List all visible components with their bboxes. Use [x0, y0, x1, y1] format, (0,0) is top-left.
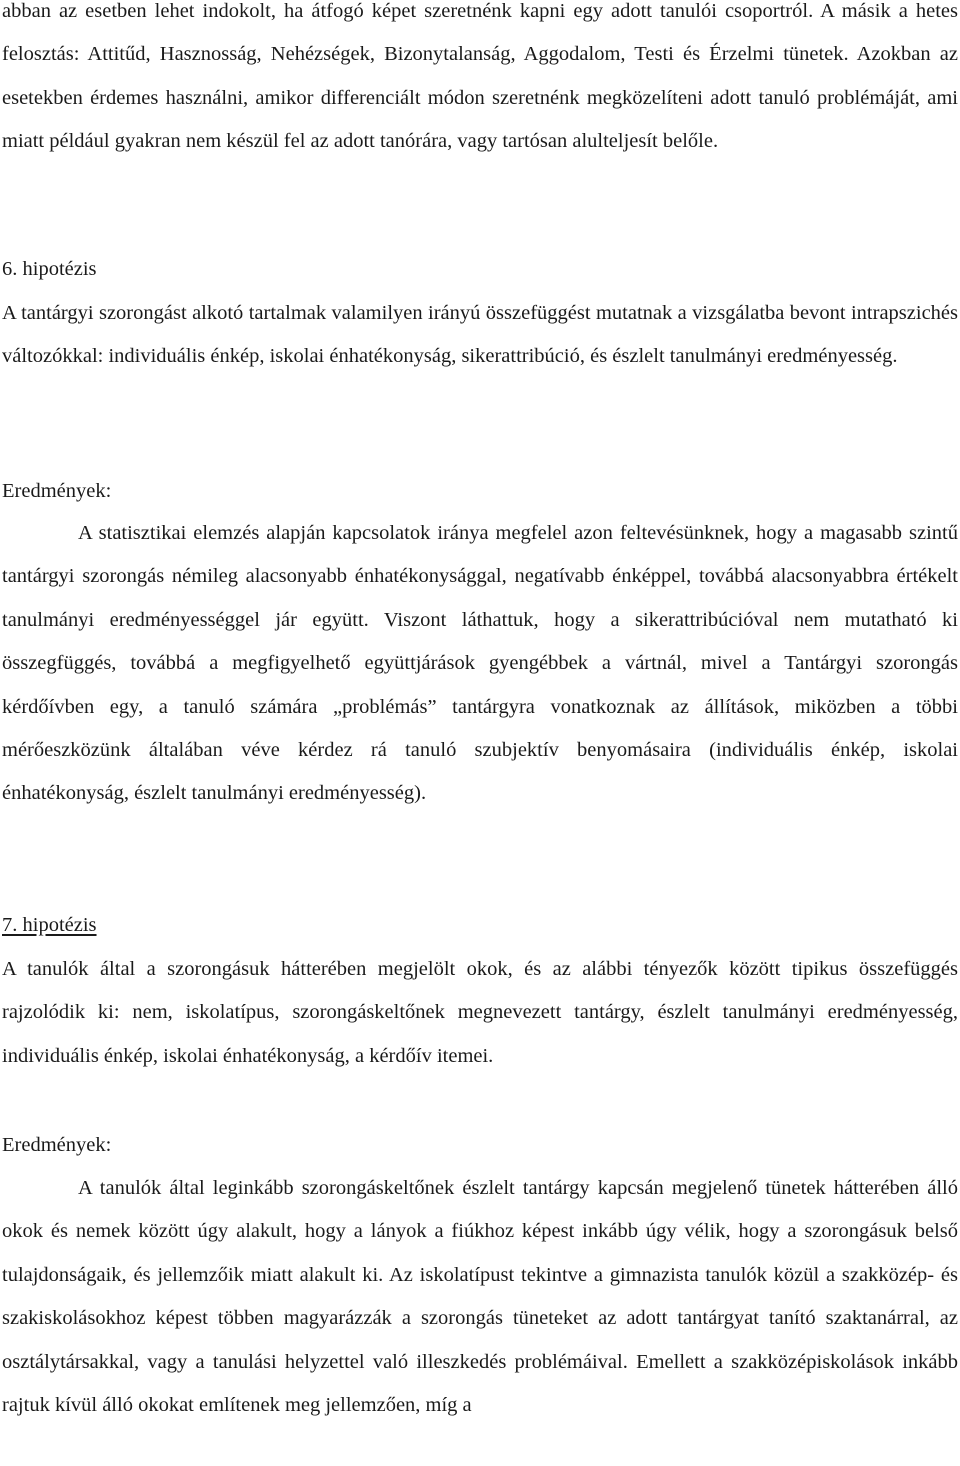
hypothesis-6-heading: 6. hipotézis: [2, 258, 97, 280]
hypothesis-7-results-text: A tanulók által leginkább szorongáskeltőnek észlelt tantárgy kapcsán megjelenő tünetek hátterében álló okok és nemek között úgy alakult, hogy a lányok a fiúkhoz képest inkább úgy vélik, hogy a szorongásuk belső tulajdonságaik, és jellemzőik miatt alakult ki. Az iskolatípust tekintve a gimnazista tanulók közül a szakközép- és szakiskolásokhoz képest többen magyarázzák a szorongás tüneteket az adott tantárgyat tanító szaktanárral, az osztálytársakkal, vagy a tanulási helyzettel való illeszkedés problémáival. Emellett a szakközépiskolások inkább rajtuk kívül álló okokat említenek meg jellemzően, míg a: [2, 1177, 958, 1417]
hypothesis-7-results-label: Eredmények:: [2, 1134, 112, 1156]
hypothesis-6-results-label: Eredmények:: [2, 480, 112, 502]
hypothesis-6-results-text: A statisztikai elemzés alapján kapcsolatok iránya megfelel azon feltevésünknek, hogy a magasabb szintű tantárgyi szorongás némileg alacsonyabb énhatékonysággal, negatívabb énképpel, továbbá alacsonyabbra értékelt tanulmányi eredményességgel jár együtt. Viszont láthattuk, hogy a sikerattribúcióval nem mutatható ki összegfüggés, továbbá a megfigyelhető együttjárások gyengébbek a vártnál, mivel a Tantárgyi szorongás kérdőívben egy, a tanuló számára „problémás” tantárgyra vonatkoznak az állítások, miközben a többi mérőeszközünk általában véve kérdez rá tanuló szubjektív benyomásaira (individuális énkép, iskolai énhatékonyság, észlelt tanulmányi eredményesség).: [2, 522, 958, 805]
hypothesis-6-text: A tantárgyi szorongást alkotó tartalmak valamilyen irányú összefüggést mutatnak a vizsgálatba bevont intrapszichés változókkal: individuális énkép, iskolai énhatékonyság, sikerattribúció, és észlelt tanulmányi eredményesség.: [2, 302, 958, 368]
intro-paragraph: abban az esetben lehet indokolt, ha átfogó képet szeretnénk kapni egy adott tanulói csoportról. A másik a hetes felosztás: Attitűd, Hasznosság, Nehézségek, Bizonytalanság, Aggodalom, Testi és Érzelmi tünetek. Azokban az esetekben érdemes használni, amikor differenciált módon szeretnénk megközelíteni adott tanuló problémáját, ami miatt például gyakran nem készül fel az adott tanórára, vagy tartósan alulteljesít belőle.: [2, 0, 958, 153]
hypothesis-7-text: A tanulók által a szorongásuk hátterében megjelölt okok, és az alábbi tényezők között tipikus összefüggés rajzolódik ki: nem, iskolatípus, szorongáskeltőnek megnevezett tantárgy, észlelt tanulmányi eredményesség, individuális énkép, iskolai énhatékonyság, a kérdőív itemei.: [2, 958, 958, 1067]
hypothesis-7-heading: 7. hipotézis: [2, 914, 97, 936]
